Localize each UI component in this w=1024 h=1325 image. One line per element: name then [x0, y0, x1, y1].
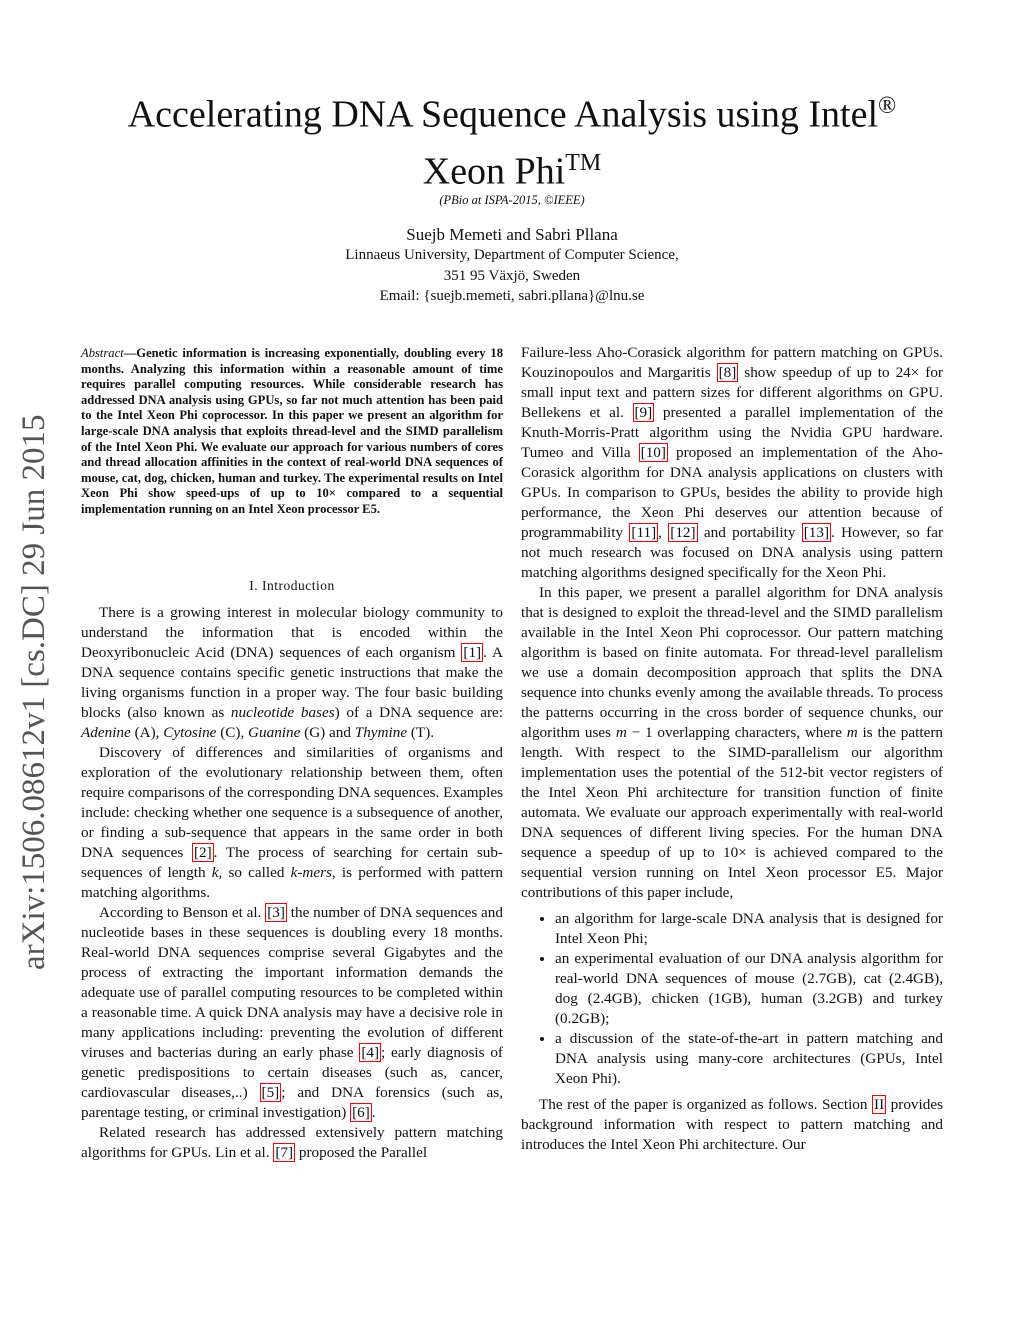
trademark-mark: TM — [565, 149, 602, 176]
abstract-label: Abstract — [81, 346, 124, 360]
list-item: • an algorithm for large-scale DNA analysis that is designed for Intel Xeon Phi; — [555, 909, 943, 949]
list-item: • a discussion of the state-of-the-art in pattern matching and DNA analysis using many-core architectures (GPUs, Intel Xeon Phi). — [555, 1029, 943, 1089]
section-link[interactable]: II — [874, 1096, 885, 1113]
paragraph: Related research has addressed extensively pattern matching algorithms for GPUs. Lin et al. [7] proposed the Parallel — [81, 1124, 503, 1161]
abstract-text: —Genetic information is increasing exponentially, doubling every 18 months. Analyzing this information within a reasonable amount of time requires parallel computing resources. While considerable research has addressed DNA analysis using GPUs, so far not much attention has been paid to the Intel Xeon Phi coprocessor. In this paper we present an algorithm for large-scale DNA analysis that exploits thread-level and the SIMD parallelism of the Intel Xeon Phi. We evaluate our approach for various numbers of cores and thread allocation affinities in the context of real-world DNA sequences of mouse, cat, dog, chicken, human and turkey. The experimental results on Intel Xeon Phi show speed-ups of up to 10× compared to a sequential implementation running on an Intel Xeon processor E5. — [81, 346, 503, 516]
paragraph: According to Benson et al. [3] the number of DNA sequences and nucleotide bases in these sequences is doubling every 18 months. Real-world DNA sequences comprise several Gigabytes and the process of extracting the important information demands the adequate use of parallel computing resources to be completed within a reasonable time. A quick DNA analysis may have a decisive role in many applications including: preventing the evolution of different viruses and bacterias during an early phase [4] ; early diagnosis of genetic predispositions to certain diseases (such as, cancer, cardiovascular diseases,..) [5] ; and DNA forensics (such as, parentage testing, or criminal investigation) [6] . — [81, 904, 503, 1121]
citation-link[interactable]: [1] — [463, 644, 482, 661]
arxiv-identifier[interactable]: arXiv:1506.08612v1 [cs.DC] 29 Jun 2015 — [16, 414, 52, 970]
left-column-body — [81, 603, 503, 1163]
citation-link[interactable]: [4] — [361, 1044, 380, 1061]
citation-link[interactable]: [3] — [267, 904, 285, 921]
paragraph: Failure-less Aho-Corasick algorithm for pattern matching on GPUs. Kouzinopoulos and Margaritis [8] show speedup of up to 24× for small input text and pattern sizes for different algorithms on GPU. Bellekens et al. [9] presented a parallel implementation of the Knuth-Morris-Pratt algorithm using the Nvidia GPU hardware. Tumeo and Villa [10] proposed an implementation of the Aho-Corasick algorithm for DNA analysis applications on clusters with GPUs. In comparison to GPUs, besides the ability to provide high performance, the Xeon Phi deserves our attention because of programmability [11] , [12] and portability [13] . However, so far not much research was focused on DNA analysis using pattern matching algorithms designed specifically for the Xeon Phi. — [521, 344, 944, 581]
citation-link[interactable]: [13] — [803, 524, 830, 541]
citation-link[interactable]: [11] — [631, 524, 657, 541]
affiliation: Linnaeus University, Department of Computer Science, 351 95 Växjö, Sweden Email: {suejb.memeti, sabri.pllana}@lnu.se — [345, 247, 679, 304]
contributions-list — [521, 909, 943, 1089]
venue-note: (PBio at ISPA-2015, ©IEEE) — [439, 193, 585, 207]
citation-link[interactable]: [2] — [193, 844, 212, 861]
citation-link[interactable]: [7] — [275, 1144, 294, 1161]
paragraph: Discovery of differences and similarities of organisms and exploration of the evolutionary relationship between them, often require comparisons of the corresponding DNA sequences. Examples include: checking whether one sequence is a subsequence of another, or finding a sub-sequence that appears in the same order in both DNA sequences [2] . The process of searching for certain sub-sequences of length k, so called k-mers, is performed with pattern matching algorithms. — [81, 744, 503, 901]
abstract — [81, 346, 503, 518]
citation-link[interactable]: [6] — [352, 1104, 370, 1121]
citation-link[interactable]: [9] — [634, 404, 653, 421]
registered-mark: ® — [878, 93, 897, 119]
paper-title: Accelerating DNA Sequence Analysis using Intel® Xeon Phi™ — [127, 93, 897, 193]
right-column-body — [521, 343, 943, 1155]
citation-link[interactable]: [5] — [261, 1084, 280, 1101]
citation-link[interactable]: [12] — [670, 524, 696, 541]
author-names: Suejb Memeti and Sabri Pllana — [406, 225, 618, 244]
paragraph: In this paper, we present a parallel algorithm for DNA analysis that is designed to exploit the thread-level and the SIMD parallelism available in the Intel Xeon Phi coprocessor. Our pattern matching algorithm is based on finite automata. For thread-level parallelism we use a domain decomposition approach that splits the DNA sequence into chunks evenly among the available threads. To process the patterns occurring in the cross border of sequence chunks, our algorithm uses m − 1 overlapping characters, where m is the pattern length. With respect to the SIMD-parallelism our algorithm implementation uses the potential of the 512-bit vector registers of the Intel Xeon Phi architecture for transition function of finite automata. We evaluate our approach experimentally with real-world DNA sequences of different living species. For the human DNA sequence a speedup of up to 10× is achieved compared to the sequential version running on Intel Xeon processor E5. Major contributions of this paper include, — [521, 584, 943, 901]
paragraph: There is a growing interest in molecular biology community to understand the information that is encoded within the Deoxyribonucleic Acid (DNA) sequences of each organism [1] . A DNA sequence contains specific genetic instructions that make the living organisms function in a proper way. The four basic building blocks (also known as nucleotide bases) of a DNA sequence are: Adenine (A), Cytosine (C), Guanine (G) and Thymine (T). — [81, 604, 503, 741]
citation-link[interactable]: [10] — [640, 444, 666, 461]
list-item: • an experimental evaluation of our DNA analysis algorithm for real-world DNA sequences of mouse (2.7GB), cat (2.4GB), dog (2.4GB), chicken (1GB), human (3.2GB) and turkey (0.2GB); — [555, 949, 943, 1029]
section-heading-introduction: I. Introduction — [249, 578, 335, 593]
citation-link[interactable]: [8] — [718, 364, 737, 381]
paragraph: The rest of the paper is organized as follows. Section II provides background information with respect to pattern matching and introduces the Intel Xeon Phi architecture. Our — [521, 1096, 943, 1153]
